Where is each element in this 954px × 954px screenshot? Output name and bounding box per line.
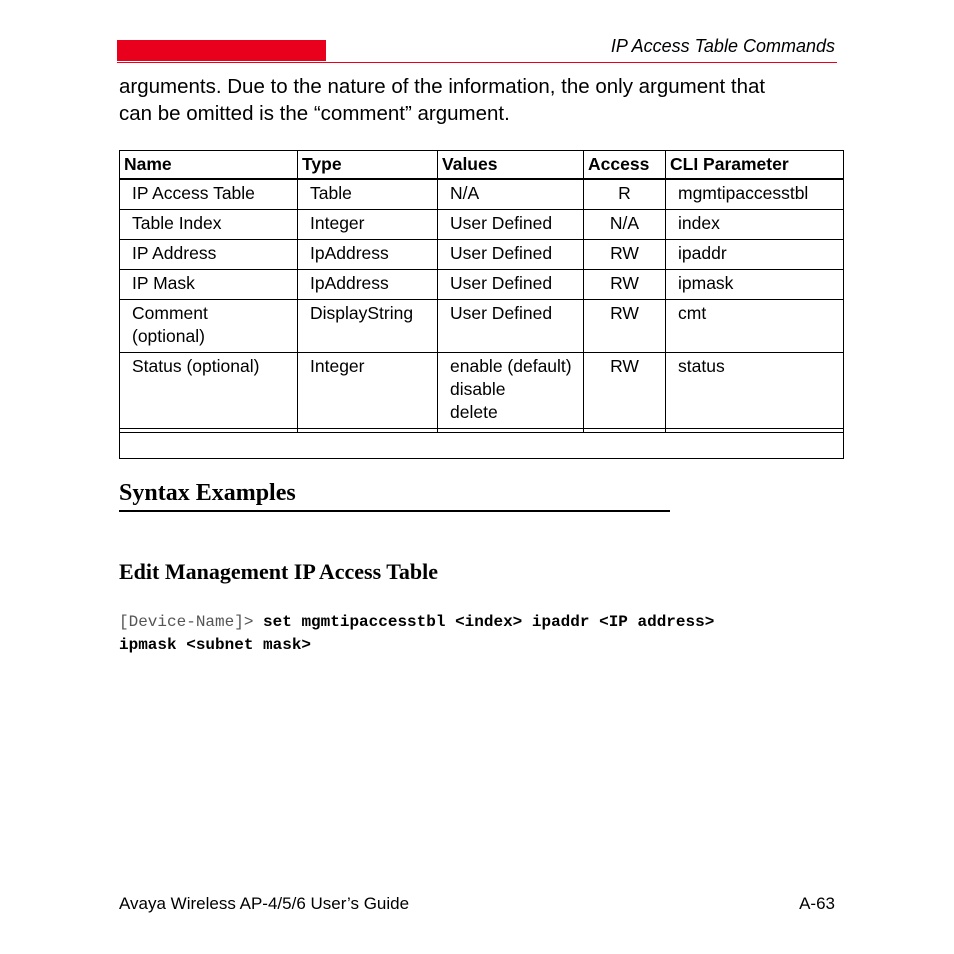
cell-cli-parameter: index: [666, 210, 844, 240]
cell-access: RW: [584, 270, 666, 300]
cell-values: User Defined: [438, 270, 584, 300]
cli-command: set mgmtipaccesstbl <index> ipaddr <IP address>: [263, 613, 715, 631]
cell-type: IpAddress: [298, 270, 438, 300]
header-rule: [117, 62, 837, 63]
command-example: [119, 611, 839, 657]
column-header-type: Type: [298, 151, 438, 180]
cell-values: User Defined: [438, 210, 584, 240]
cell-values: User Defined: [438, 300, 584, 353]
table-row: [120, 353, 844, 429]
cli-prompt: [Device-Name]>: [119, 613, 254, 631]
cell-cli-parameter: mgmtipaccesstbl: [666, 179, 844, 210]
intro-paragraph: [119, 73, 839, 127]
subsection-heading: Edit Management IP Access Table: [119, 559, 439, 584]
cell-access: RW: [584, 353, 666, 429]
table-row: [120, 240, 844, 270]
cell-name: IP Mask: [120, 270, 298, 300]
cell-cli-parameter: status: [666, 353, 844, 429]
header-accent-bar: [117, 40, 326, 61]
cell-type: DisplayString: [298, 300, 438, 353]
table-row: [120, 300, 844, 353]
column-header-name: Name: [120, 151, 298, 180]
cell-value-line: disable: [450, 379, 506, 399]
cell-name: Table Index: [120, 210, 298, 240]
table-header-row: [120, 151, 844, 180]
table-row: [120, 270, 844, 300]
cell-type: Table: [298, 179, 438, 210]
table-footer-cell: [120, 433, 844, 459]
cell-name: [120, 300, 298, 353]
cell-type: IpAddress: [298, 240, 438, 270]
cell-access: R: [584, 179, 666, 210]
table-row: [120, 179, 844, 210]
cell-name-line: (optional): [132, 326, 205, 346]
command-line-1: [119, 611, 839, 634]
cell-value-line: delete: [450, 402, 498, 422]
section-heading: Syntax Examples: [119, 478, 670, 512]
footer-page-number: A-63: [799, 894, 835, 913]
column-header-cli-parameter: CLI Parameter: [666, 151, 844, 180]
intro-line-2: can be omitted is the “comment” argument.: [119, 102, 510, 125]
column-header-access: Access: [584, 151, 666, 180]
cell-values: [438, 353, 584, 429]
cell-access: RW: [584, 300, 666, 353]
cell-type: Integer: [298, 210, 438, 240]
cell-cli-parameter: cmt: [666, 300, 844, 353]
cell-name: IP Access Table: [120, 179, 298, 210]
ip-access-table-parameters: [119, 150, 844, 459]
table-row: [120, 210, 844, 240]
cell-values: N/A: [438, 179, 584, 210]
cell-values: User Defined: [438, 240, 584, 270]
footer-guide-title: Avaya Wireless AP-4/5/6 User’s Guide: [119, 894, 410, 913]
cell-cli-parameter: ipaddr: [666, 240, 844, 270]
running-header-title: IP Access Table Commands: [610, 36, 835, 56]
table-footer-row: [120, 433, 844, 459]
command-line-2: ipmask <subnet mask>: [119, 636, 312, 654]
cell-access: N/A: [584, 210, 666, 240]
cell-cli-parameter: ipmask: [666, 270, 844, 300]
cell-name-line: Comment: [132, 303, 208, 323]
column-header-values: Values: [438, 151, 584, 180]
cell-name: Status (optional): [120, 353, 298, 429]
cell-value-line: enable (default): [450, 356, 572, 376]
cell-access: RW: [584, 240, 666, 270]
cell-type: Integer: [298, 353, 438, 429]
cell-name: IP Address: [120, 240, 298, 270]
intro-line-1: arguments. Due to the nature of the information, the only argument that: [119, 75, 766, 98]
